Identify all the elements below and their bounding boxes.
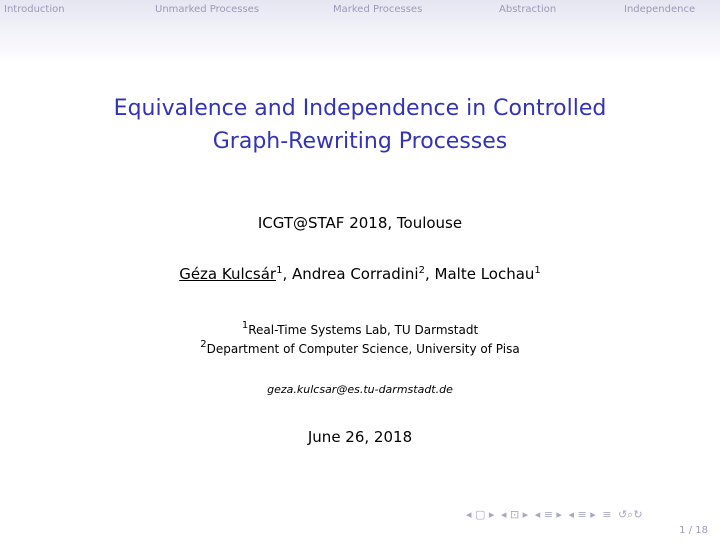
affiliation-2-text: Department of Computer Science, University of Pisa — [206, 342, 520, 356]
author-list: Géza Kulcsár$^1$, Andrea Corradini$^2$, Malte Lochau$^1$ — [179, 265, 541, 283]
title-line-2: Graph-Rewriting Processes — [212, 129, 508, 154]
nav-search-icon[interactable]: ↺⌕↻ — [617, 508, 643, 521]
author-3-name: Malte Lochau — [434, 265, 535, 283]
section-navigation — [0, 4, 720, 18]
affiliation-1-text: Real-Time Systems Lab, TU Darmstadt — [248, 323, 479, 337]
header-bar — [0, 0, 720, 62]
affiliation-2 — [0, 339, 720, 356]
contact-email: geza.kulcsar@es.tu-darmstadt.de — [267, 383, 453, 396]
author-3-affiliation-mark: 1 — [534, 265, 541, 276]
affiliation-2-mark: 2 — [200, 339, 207, 350]
nav-prev-subsection-icon[interactable]: ◂ ≡ ▸ — [534, 508, 562, 521]
presentation-title — [0, 92, 720, 158]
nav-abstraction[interactable]: Abstraction — [499, 4, 557, 15]
nav-prev-frame-icon[interactable]: ◂ ⊡ ▸ — [500, 508, 529, 521]
nav-unmarked-processes[interactable]: Unmarked Processes — [155, 4, 260, 15]
author-1-name: Géza Kulcsár — [179, 265, 277, 283]
author-1-affiliation-mark: 1 — [276, 265, 283, 276]
nav-independence[interactable]: Independence — [624, 4, 696, 15]
affiliation-1-mark: 1 — [241, 320, 249, 331]
nav-introduction[interactable]: Introduction — [4, 4, 65, 15]
author-2-affiliation-mark: 2 — [418, 265, 425, 276]
nav-marked-processes[interactable]: Marked Processes — [333, 4, 423, 15]
author-2-name: Andrea Corradini — [292, 265, 419, 283]
beamer-navigation-symbols — [466, 508, 646, 522]
nav-next-section-icon[interactable]: ◂ ≡ ▸ — [568, 508, 596, 521]
affiliation-1 — [0, 320, 720, 337]
nav-align-icon[interactable]: ≡ — [602, 508, 612, 521]
nav-first-icon[interactable]: ◂ ▢ ▸ — [466, 508, 495, 521]
presentation-date: June 26, 2018 — [307, 428, 413, 446]
title-line-1: Equivalence and Independence in Controlled — [113, 96, 607, 121]
event-name: ICGT@STAF 2018, Toulouse — [257, 214, 463, 232]
page-number: 1 / 18 — [679, 525, 708, 536]
